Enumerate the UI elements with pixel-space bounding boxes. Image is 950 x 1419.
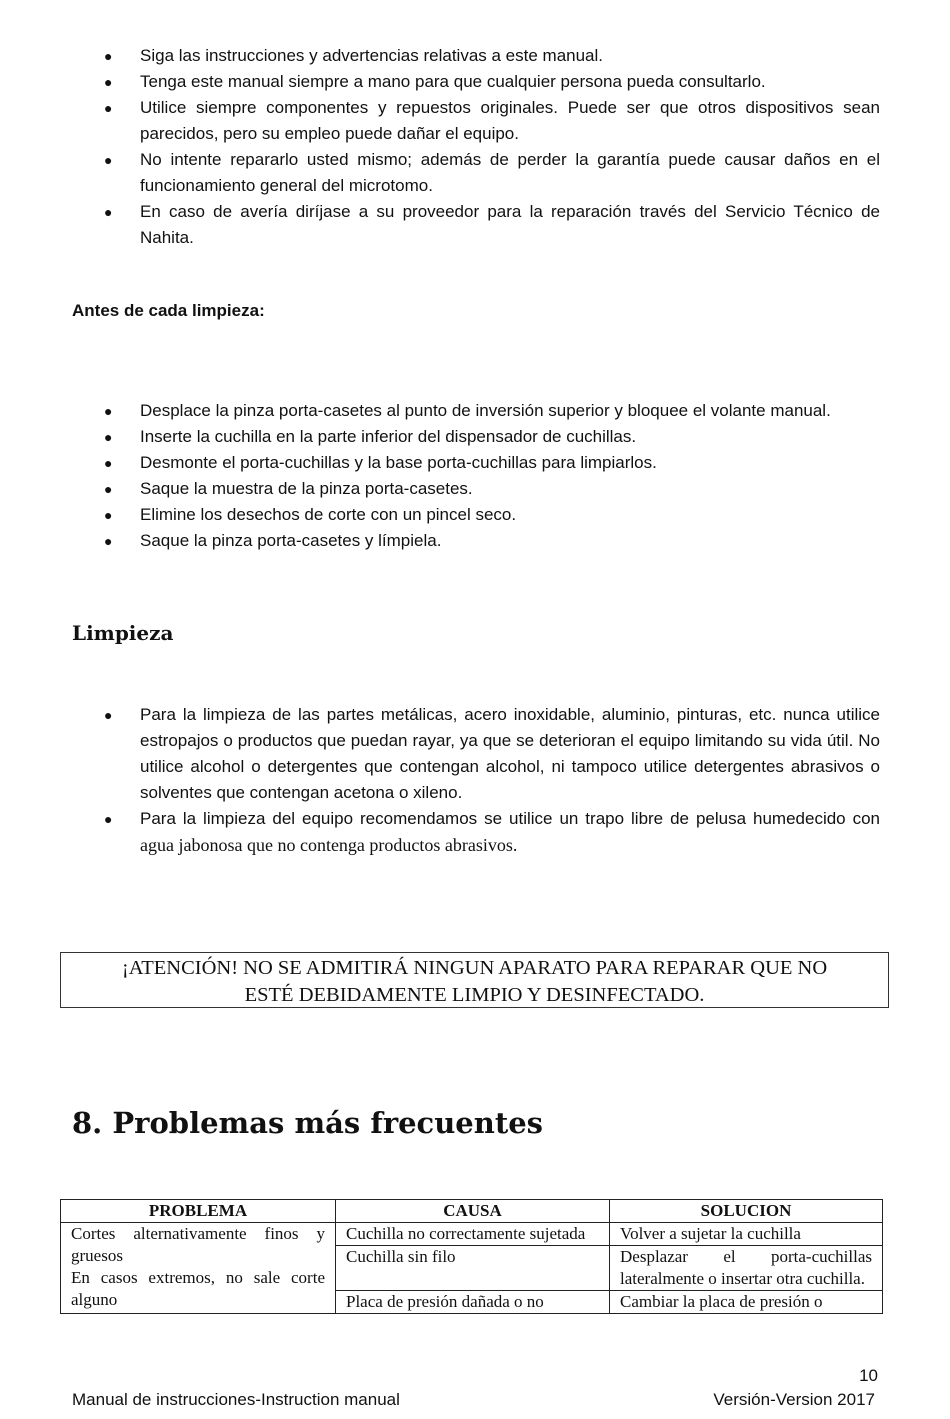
problem-extra-text: En casos extremos, no sale corte alguno [71, 1268, 325, 1309]
bullet-icon: ● [104, 533, 113, 549]
list-item-text: No intente repararlo usted mismo; además de perder la garantía puede causar daños en el funcionamiento general del microtomo. [140, 150, 880, 195]
list-item [0, 69, 880, 95]
bullet-icon: ● [104, 507, 113, 523]
solution-cell: Cambiar la placa de presión o [610, 1291, 883, 1314]
intro-bullet-list [0, 43, 880, 251]
table-row [61, 1223, 883, 1246]
bullet-icon: ● [104, 707, 113, 723]
list-item-text: Desplace la pinza porta-casetes al punto de inversión superior y bloquee el volante manual. [140, 401, 831, 420]
cause-cell: Placa de presión dañada o no [336, 1291, 610, 1314]
bullet-icon: ● [104, 152, 113, 168]
footer-manual-title: Manual de instrucciones-Instruction manual [72, 1390, 400, 1409]
list-item [0, 702, 880, 806]
list-item-text: Tenga este manual siempre a mano para que cualquier persona pueda consultarlo. [140, 72, 766, 91]
list-item [0, 199, 880, 251]
list-item-text: Elimine los desechos de corte con un pincel seco. [140, 505, 517, 524]
warning-line-2: ESTÉ DEBIDAMENTE LIMPIO Y DESINFECTADO. [244, 984, 705, 1006]
header-solucion: SOLUCION [610, 1200, 883, 1223]
list-item-text-tail: agua jabonosa que no contenga productos abrasivos. [140, 835, 518, 855]
bullet-icon: ● [104, 455, 113, 471]
problem-text: Cortes alternativamente finos y gruesos [71, 1224, 325, 1265]
header-causa: CAUSA [336, 1200, 610, 1223]
solution-cell: Volver a sujetar la cuchilla [610, 1223, 883, 1246]
list-item-text: Para la limpieza de las partes metálicas, acero inoxidable, aluminio, pinturas, etc. nunca utilice estropajos o productos que puedan rayar, ya que se deterioran el equipo limitando su vida útil. No utilice alcohol o detergentes que contengan alcohol, ni tampoco utilice detergentes abrasivos o solventes que contengan acetona o xileno. [140, 705, 880, 802]
list-item [0, 476, 880, 502]
list-item [0, 95, 880, 147]
list-item [0, 43, 880, 69]
list-item [0, 147, 880, 199]
bullet-icon: ● [104, 403, 113, 419]
page-number: 10 [859, 1366, 878, 1385]
footer-version: Versión-Version 2017 [713, 1390, 875, 1409]
list-item-text: En caso de avería diríjase a su proveedor para la reparación través del Servicio Técnico de Nahita. [140, 202, 880, 247]
cause-cell: Cuchilla no correctamente sujetada [336, 1223, 610, 1246]
before-cleaning-list [0, 398, 880, 554]
list-item-text: Siga las instrucciones y advertencias relativas a este manual. [140, 46, 604, 65]
bullet-icon: ● [104, 481, 113, 497]
table-header-row [61, 1200, 883, 1223]
cleaning-heading: Limpieza [72, 621, 174, 645]
bullet-icon: ● [104, 74, 113, 90]
bullet-icon: ● [104, 429, 113, 445]
list-item [0, 528, 880, 554]
list-item-text: Saque la muestra de la pinza porta-casetes. [140, 479, 473, 498]
solution-cell: Desplazar el porta-cuchillas lateralmente o insertar otra cuchilla. [610, 1246, 883, 1291]
bullet-icon: ● [104, 48, 113, 64]
before-cleaning-heading: Antes de cada limpieza: [72, 301, 265, 320]
problem-cell [61, 1223, 336, 1314]
warning-box [60, 952, 889, 1008]
warning-line-1: ¡ATENCIÓN! NO SE ADMITIRÁ NINGUN APARATO PARA REPARAR QUE NO [121, 957, 828, 979]
bullet-icon: ● [104, 811, 113, 827]
problems-table [60, 1199, 883, 1314]
bullet-icon: ● [104, 100, 113, 116]
list-item-text: Desmonte el porta-cuchillas y la base porta-cuchillas para limpiarlos. [140, 453, 657, 472]
bullet-icon: ● [104, 204, 113, 220]
list-item-text: Para la limpieza del equipo recomendamos se utilice un trapo libre de pelusa humedecido con [140, 809, 880, 828]
list-item [0, 424, 880, 450]
list-item [0, 806, 880, 859]
header-problema: PROBLEMA [61, 1200, 336, 1223]
list-item [0, 398, 880, 424]
list-item-text: Saque la pinza porta-casetes y límpiela. [140, 531, 442, 550]
list-item-text: Inserte la cuchilla en la parte inferior del dispensador de cuchillas. [140, 427, 637, 446]
list-item [0, 502, 880, 528]
section-title: 8. Problemas más frecuentes [72, 1106, 543, 1140]
cause-cell: Cuchilla sin filo [336, 1246, 610, 1291]
list-item [0, 450, 880, 476]
cleaning-list [0, 702, 880, 859]
list-item-text: Utilice siempre componentes y repuestos originales. Puede ser que otros dispositivos sean parecidos, pero su empleo puede dañar el equipo. [140, 98, 880, 143]
